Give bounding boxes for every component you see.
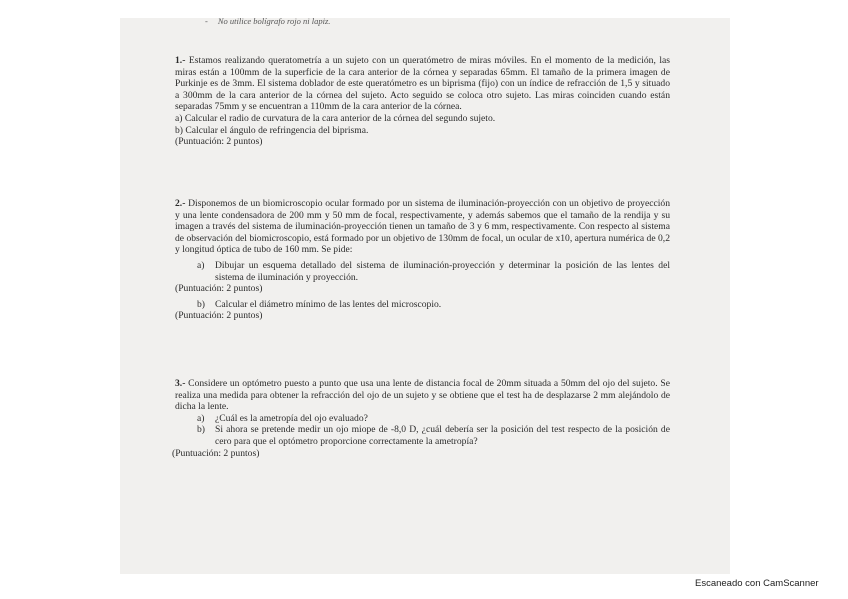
question-2-part-b-label: b) (197, 298, 205, 310)
question-1-body (175, 55, 670, 113)
question-2-body (175, 198, 670, 256)
question-2-part-a-score: (Puntuación: 2 puntos) (175, 283, 263, 295)
question-2-part-b-score: (Puntuación: 2 puntos) (175, 310, 263, 322)
question-2-part-b-text: Calcular el diámetro mínimo de las lentes del microscopio. (215, 298, 442, 310)
question-3-number: 3.- (175, 378, 186, 389)
question-3 (172, 378, 670, 459)
bullet-dash: - (205, 16, 208, 26)
camscanner-watermark: Escaneado con CamScanner (695, 578, 819, 589)
question-3-text: Considere un optómetro puesto a punto que usa una lente de distancia focal de 20mm situada a 50mm del ojo del sujeto. Se realiza una medida para obtener la refracción del ojo de un sujeto y se obtiene que el test ha de desplazarse 2 mm alejándolo de dicha la lente. (175, 378, 670, 413)
question-2-part-a-label: a) (197, 259, 205, 271)
question-2-part-a (197, 260, 670, 283)
question-3-body (175, 378, 670, 413)
question-1-text: Estamos realizando queratometría a un sujeto con un queratómetro de miras móviles. En el momento de la medición, las miras están a 100mm de la superficie de la cara anterior de la córnea y separadas 65mm. El tamaño de la primera imagen de Purkinje es de 3mm. El sistema doblador de este queratómetro es un biprisma (fijo) con un índice de refracción de 1,5 y situado a 300mm de la cara anterior de la córnea del sujeto. Acto seguido se coloca otro sujeto. Las miras coinciden cuando están separadas 75mm y se encuentran a 110mm de la cara anterior de la córnea. (175, 55, 670, 113)
question-2-part-a-text: Dibujar un esquema detallado del sistema de iluminación-proyección y determinar la posición de las lentes del sistema de iluminación y proyección. (215, 259, 670, 283)
question-2-number: 2.- (175, 198, 186, 209)
question-1-score: (Puntuación: 2 puntos) (175, 136, 263, 148)
question-1-part-a: a) Calcular el radio de curvatura de la cara anterior de la córnea del segundo sujeto. (175, 112, 496, 124)
instruction-text: No utilice bolígrafo rojo ni lapiz. (217, 16, 331, 26)
question-2 (175, 198, 670, 322)
question-3-part-a-label: a) (197, 412, 205, 424)
exam-instruction (205, 16, 330, 26)
question-2-part-b (197, 299, 670, 311)
question-1-number: 1.- (175, 55, 186, 66)
question-3-part-a-text: ¿Cuál es la ametropía del ojo evaluado? (215, 412, 368, 424)
question-3-part-a (197, 413, 670, 425)
question-3-part-b-text: Si ahora se pretende medir un ojo miope de -8,0 D, ¿cuál debería ser la posición del test respecto de la posición de cero para que el optómetro proporcione correctamente la ametropía? (215, 424, 670, 447)
question-3-part-b (197, 424, 670, 447)
question-3-part-b-label: b) (197, 424, 205, 436)
question-3-score: (Puntuación: 2 puntos) (172, 447, 260, 459)
question-1-part-b: b) Calcular el ángulo de refringencia del biprisma. (175, 124, 369, 136)
question-1 (175, 55, 670, 148)
question-2-text: Disponemos de un biomicroscopio ocular formado por un sistema de iluminación-proyección con un objetivo de proyección y una lente condensadora de 200 mm y 50 mm de focal, respectivamente, y además sabemos que el tamaño de la rendija y su imagen a través del sistema de iluminación-proyección tienen un tamaño de 3 y 6 mm, respectivamente. Con respecto al sistema de observación del biomicroscopio, está formado por un objetivo de 130mm de focal, un ocular de x10, apertura numérica de 0,2 y longitud óptica de tubo de 160 mm. Se pide: (175, 198, 670, 256)
